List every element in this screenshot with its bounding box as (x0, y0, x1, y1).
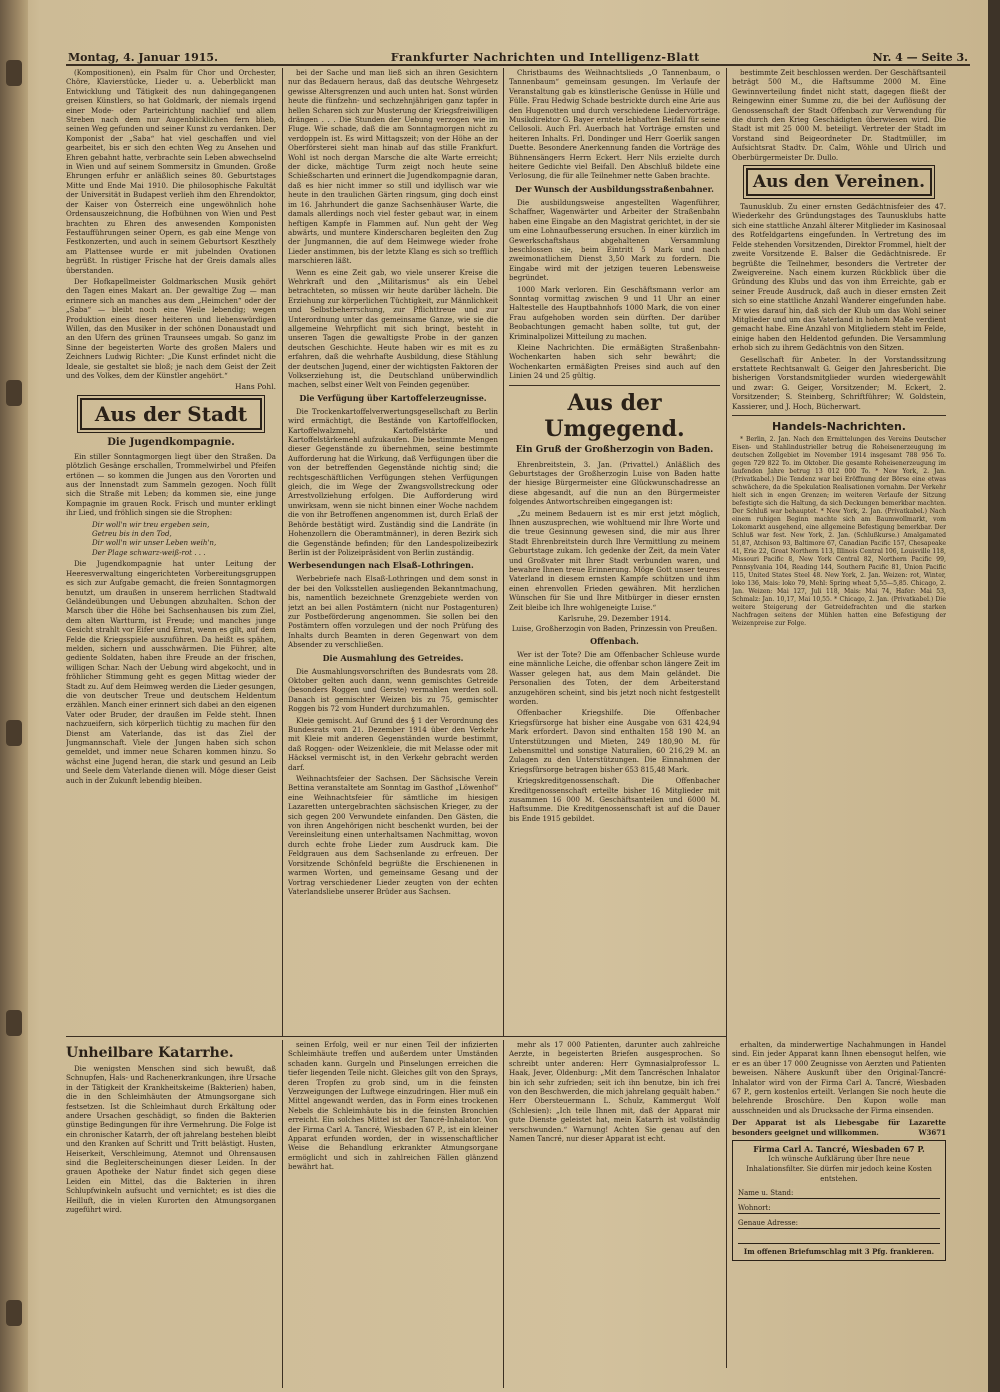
article-text: Die ausbildungsweise angestellten Wagenführer, Schaffner, Wagenwärter und Arbeiter der Straßenbahn haben eine Eingabe an den Magistrat gerichtet, in der sie um eine Lohnaufbesserung ersuchen. In einer kürzlich im Gewerkschaftshaus abgehaltenen Versammlung beschlossen sie, beim Eintritt 5 Mark und nach zweimonatlichem Dienst 3,50 Mark zu fordern. Die Eingabe wird mit der jetzigen teueren Lebensweise begründet. (509, 197, 720, 283)
column-rule (503, 1040, 504, 1388)
article-heading-grain: Die Ausmahlung des Getreides. (322, 652, 464, 663)
column-rule (503, 68, 504, 1036)
binding-hole (6, 1010, 22, 1036)
coupon-place-field[interactable] (738, 1199, 940, 1214)
section-heading-city: Aus der Stadt (80, 398, 262, 430)
article-text: bestimmte Zeit beschlossen werden. Der Geschäftsanteil beträgt 500 M., die Haftsumme 2000 M. Eine Gewinnverteilung findet nicht statt, dagegen fließt der Reingewinn einer Summe zu, die bei der Auflösung der Genossenschaft der Stadt Offenbach zur Verwendung für die durch den Krieg Geschädigten überwiesen wird. Die Stadt ist mit 25 000 M. beteiligt. Vertreter der Stadt im Vorstand sind Beigeordneter Dr. Stadtmüller, im Aufsichtsrat Stadtv. Dr. Calm, Wöhle und Ulrich und Oberbürgermeister Dr. Dullo. (732, 68, 946, 162)
goldmark-article-text: (Kompositionen), ein Psalm für Chor und Orchester, Chöre, Klavierstücke, Lieder u. a. Ueberblickt man Entwicklung und Tätigkeit des nun dahingegangenen greisen Künstlers, so hat Goldmark, der niemals irgend einer Mode- oder Parteirichtung nachlief und allem Streben nach dem nur Augenblicklichen fern blieb, seinen Weg gefunden und seiner Kunst zu verdanken. Der Komponist der „Saba“ hat viel geschaffen und viel gearbeitet, bis er sich den echten Weg zu Ansehen und Ehren gebahnt hatte, verbrachte sein Leben abwechselnd in Wien und auf seinem Sommersitz in Gmunden. Große Ehrungen erfuhr er anläßlich seines 80. Geburtstages Mitte und Ende Mai 1910. Die philosophische Fakultät der Universität in Budapest verlieh ihm den Ehrendoktor, der Kaiser von Österreich eine ungewöhnlich hohe Ordensauszeichnung, die Hofbühnen von Wien und Pest brachten zu Ehren des anwesenden Komponisten Festaufführungen seiner Opern, es gab eine Menge von Festkonzerten, und auch in seinem Geburtsort Keszthely am Plattensee wurde er mit jubelnden Ovationen begrüßt. In rüstiger Frische hat der Greis damals alles überstanden. (66, 68, 276, 275)
column-rule (282, 1040, 283, 1388)
coupon-text: Ich wünsche Aufklärung über Ihre neue Inhalationsfilter. Sie dürfen mir jedoch keine Kosten entstehen. (746, 1155, 932, 1184)
column-2 (288, 68, 498, 1034)
article-heading-tram: Der Wunsch der Ausbildungsstraßenbahner. (515, 183, 714, 194)
article-text: Christbaums des Weihnachtslieds „O Tannenbaum, o Tannenbaum“ gemeinsam gesungen. Im Verlaufe der Veranstaltung gab es künstlerische Genüsse in Hülle und Fülle. Frau Hedwig Schade bestrickte durch eine Arie aus den Hugenotten und durch verschiedene Liedervorträge. Musikdirektor G. Bayer erntete lebhaften Beifall für seine Cellosoli. Auch Frl. Auerbach hat Vorträge ernsten und heiteren Inhalts. Frl. Dondinger und Herr Goerlik sangen Duette. Besondere Anerkennung fanden die Vorträge des Bühnensängers Herrn Eckert. Herr Nils erzielte durch heitere Gedichte viel Beifall. Den Abschluß bildete eine Verlosung, die für alle Teilnehmer nette Gaben brachte. (509, 68, 720, 181)
article-heading-youth-company: Die Jugendkompagnie. (107, 436, 235, 448)
coupon-address-label: Genaue Adresse: (738, 1218, 801, 1228)
section-heading-region: Aus der Umgegend. (544, 389, 685, 442)
article-text: Kleine Nachrichten. Die ermäßigten Straßenbahn-Wochenkarten haben sich sehr bewährt; die Wochenkarten ermäßigten Preises sind auch auf den Linien 24 und 25 gültig. (509, 342, 720, 381)
trade-text: * Berlin, 2. Jan. Nach den Ermittelungen des Vereins Deutscher Eisen- und Stahlindustrieller betrug die Roheisenerzeugung im deutschen Zollgebiet im November 1914 insgesamt 788 956 To. gegen 729 822 To. im Oktober. Die gesamte Roheisenerzeugung im laufenden Jahre betrug 13 012 000 To. * New York, 2. Jan. (Privatkabel.) Die Tendenz war bei Eröffnung der Börse eine etwas schwächere, da die Spekulation Realisationen vornahm. Der Verkehr hielt sich in engen Grenzen; im weiteren Verlaufe der Sitzung befestigte sich die Haltung, da sich Deckungen bemerkbar machten. Der Schluß war behauptet. * New York, 2. Jan. (Privatkabel.) Nach einem ruhigen Beginn machte sich am Baumwollmarkt, vom Lokomarkt ausgehend, eine allgemeine Befestigung bemerkbar. Der Schluß war fest. New York, 2. Jan. (Schlußkurse.) Amalgamated 51,87, Atchison 93, Baltimore 67, Canadian Pacific 157, Chesapeake 41, Erie 22, Great Northern 113, Illinois Central 106, Louisville 118, Missouri Pacific 8, New York Central 82, Northern Pacific 99, Pennsylvania 104, Reading 144, Southern Pacific 81, Union Pacific 115, United States Steel 48. New York, 2. Jan. Weizen: rot, Winter, loko 136, Mais: loko 79, Mehl: Spring wheat 5,55—5,85. Chicago, 2. Jan. Weizen: Mai 127, Juli 118, Mais: Mai 74, Hafer: Mai 53, Schmalz: Jan. 10,17, Mai 10,55. * Chicago, 2. Jan. (Privatkabel.) Die weitere Steigerung der Getreidefrachten und die starken Nachfragen seitens der Mühlen hatten eine Befestigung der Weizenpreise zur Folge. (732, 436, 946, 627)
coupon-name-field[interactable] (738, 1184, 940, 1199)
article-heading-potato: Die Verfügung über Kartoffelerzeugnisse. (299, 392, 487, 403)
coupon-extra-line[interactable] (738, 1229, 940, 1244)
article-text: bei der Sache und man ließ sich an ihren Gesichtern nur das Bedauern heraus, daß das deutsche Wehrgesetz gewisse Altersgrenzen und auch unten hat. Sonst würden heute die fünfzehn- und sechzehnjährigen ganz tapfer in hellen Scharen sich zur Musterung der Kriegsfreiwilligen drängen . . . Die Stunden der Uebung verzogen wie im Fluge. Wie schade, daß die am Sonntagmorgen nicht zu verdoppeln ist. Es wird Mittagszeit; von der Höhe an der Oberförsterei sieht man hinab auf das stille Frankfurt. Wohl ist noch dergan Marsche die alte Warte erreicht; der dicke, mächtige Turm zeigt noch heute seine Schießscharten und erinnert die Jugendkompagnie daran, daß es hier nicht immer so still und idyllisch war wie heute in den traulichen Gärten ringsum, ging doch einst im 16. Jahrhundert die ganze Sachsenhäuser Warte, die damals allerdings noch viel fester gebaut war, in einem heftigen Kampfe in Flammen auf. Nun geht der Weg abwärts, und muntere Kinderscharen begleiten den Zug der Jungmannen, die auf dem Heimwege wieder frohe Lieder anstimmen, bis der letzte Klang es sich so trefflich marschieren läßt. (288, 68, 498, 266)
coupon-name-label: Name u. Stand: (738, 1188, 796, 1198)
article-text: Ehrenbreitstein, 3. Jan. (Privattel.) Anläßlich des Geburtstages der Großherzogin Luise von Baden hatte der hiesige Bürgermeister eine Glückwunschadresse an diese abgesandt, auf die nun an den Bürgermeister folgendes Antwortschreiben eingegangen ist: (509, 459, 720, 507)
article-text: Gesellschaft für Anbeter. In der Vorstandssitzung erstattete Rechtsanwalt G. Geiger den Jahresbericht. Die bisherigen Vorstandsmitglieder wurden wiedergewählt und zwar: G. Geiger, Vorsitzender; M. Eckert, 2. Vorsitzender; S. Steinberg, Schriftführer; W. Goldstein, Kassierer, und J. Hoch, Bücherwart. (732, 354, 946, 411)
letter-text: „Zu meinem Bedauern ist es mir erst jetzt möglich, Ihnen auszusprechen, wie wohltuend mir Ihre Worte und die treue Gesinnung gewesen sind, die mir aus Ihrer Stadt Ehrenbreitstein durch Ihre Vermittlung zu meinem Geburtstage zukam. Ich gedenke der Zeit, da mein Vater und Großvater mit Ihrer Stadt verbunden waren, und bewahre Ihnen treue Erinnerung. Möge Gott unser teures Vaterland in diesem ernsten Kampfe schützen und ihm einen ehrenvollen Frieden gewähren. Mit herzlichen Wünschen für Sie und Ihre Mitbürger in dieser ernsten Zeit bleibe ich Ihre wohlgeneigte Luise.“ (509, 508, 720, 612)
ad-note-code: W3671 (918, 1127, 946, 1137)
coupon (732, 1140, 946, 1261)
binding-strip (0, 0, 28, 1392)
masthead-rule (66, 64, 970, 66)
article-text: Offenbacher Kriegshilfe. Die Offenbacher Kriegsfürsorge hat bisher eine Ausgabe von 631 424,94 Mark erfordert. Davon sind enthalten 158 190 M. an Unterstützungen und Mieten, 249 180,90 M. für Lebensmittel und sonstige Naturalien, 60 216,29 M. an Zulagen zu den Unterstützungen. Die Einnahmen der Kriegsfürsorge betragen bisher 653 815,48 Mark. (509, 708, 720, 774)
article-text: Wer ist der Tote? Die am Offenbacher Schleuse wurde eine männliche Leiche, die offenbar schon längere Zeit im Wasser gelegen hat, aus dem Main geländet. Die Personalien des Toten, der dem Arbeiterstand anzugehören scheint, sind bis jetzt noch nicht festgestellt worden. (509, 649, 720, 706)
coupon-firm: Firma Carl A. Tancré, Wiesbaden 67 P. (753, 1144, 925, 1155)
goldmark-article-text: Der Hofkapellmeister Goldmarkschen Musik gehört den Tagen eines Makart an. Der gewaltige Zug — man erinnere sich an manches aus dem „Heimchen“ oder der „Saba“ — bleibt noch eine Weile lebendig; wegen Produktion eines dieser heiteren und liebenswürdigen Willen, das den Musiker in der schönen Donaustadt und an den Ufern des grünen Traunsees umgab. So ganz im Sinne der begeisterten Worte des großen Malers und Zeichners Ludwig Richter: „Die Kunst erfindet nicht die Ideale, sie gestaltet sie bloß; je nach dem Geist der Zeit und des Volkes, dem der Künstler angehört.“ (66, 276, 276, 380)
author-signature: Hans Pohl. (235, 382, 276, 392)
binding-hole (6, 380, 22, 406)
article-text: Taunusklub. Zu einer ernsten Gedächtnisfeier des 47. Wiederkehr des Gründungstages des Taunusklubs hatte sich eine stattliche Anzahl älterer Mitglieder im Kasinosaal des Rotfeldgartens eingefunden. In Vertretung des im Felde stehenden Vorsitzenden, Direktor Frommel, hielt der zweite Vorsitzende E. Balser die Gedächtnisrede. Er begrüßte die Teilnehmer, besonders die Vertreter der Zweigvereine. Nach einem kurzen Rückblick über die Gründung des Klubs und das von ihm Erreichte, gab er seiner Freude Ausdruck, daß auch in dieser ernsten Zeit sich so eine stattliche Anzahl Wanderer eingefunden habe. Er wies darauf hin, daß sich der Klub um das Wohl seiner Mitglieder und um das Vaterland in hohem Maße verdient gemacht habe. Eine Anzahl von Mitgliedern steht im Felde, einige haben den Heldentod gefunden. Die Versammlung erhob sich zu ihrem Gedächtnis von den Sitzen. (732, 202, 946, 353)
verse-line: Der Plage schwarz-weiß-rot . . . (92, 547, 206, 557)
column-rule (282, 68, 283, 1036)
verse-block (66, 520, 276, 558)
coupon-address-field[interactable] (738, 1214, 940, 1229)
verse-line: Dir woll'n wir treu ergeben sein, (92, 519, 210, 529)
ad-text: mehr als 17 000 Patienten, darunter auch zahlreiche Aerzte, in begeisterten Briefen ausgesprochen. So schreibt unter anderen: Herr Gymnasialprofessor L. Haak, Jever, Oldenburg: „Mit dem Tancréschen Inhalator bin ich sehr zufrieden; seit ich ihn benutze, bin ich frei von den Beschwerden, die mich jahrelang gequält haben.“ Herr Obersteuermann L. Schulz, Kammergut Wolf (Schlesien): „Ich teile Ihnen mit, daß der Apparat mir gute Dienste geleistet hat, mein Katarrh ist vollständig verschwunden.“ Warnung! Achten Sie genau auf den Namen Tancré, nur dieser Apparat ist echt. (509, 1040, 720, 1144)
ad-note (732, 1118, 946, 1137)
article-text: Kriegskreditgenossenschaft. Die Offenbacher Kreditgenossenschaft erteilte bisher 16 Mitglieder mit zusammen 16 000 M. Geschäftsanteilen und 6000 M. Haftsumme. Die Kreditgenossenschaft ist auf die Dauer bis Ende 1915 gebildet. (509, 776, 720, 823)
section-rule (509, 385, 720, 386)
article-text: Wenn es eine Zeit gab, wo viele unserer Kreise die Wehrkraft und den „Militarismus“ als ein Uebel betrachteten, so müssen wir heute darüber lächeln. Die Erziehung zur körperlichen Tüchtigkeit, zur Männlichkeit und Selbstbeherrschung, zur Pflichttreue und zur Unterordnung unter das gemeinsame Ganze, wie sie die allgemeine Wehrpflicht mit sich bringt, besteht in unseren Tagen die gewaltigste Probe in der ganzen deutschen Geschichte. Heute haben wir es mit es zu erfahren, daß die wehrhafte Ausbildung, diese Stählung der deutschen Jugend, einer der wichtigsten Faktoren der Volkserziehung ist, die Deutschland unüberwindlich machen, selbst einer Welt von Feinden gegenüber. (288, 267, 498, 390)
section-heading-clubs: Aus den Vereinen. (746, 168, 932, 196)
masthead-date: Montag, 4. Januar 1915. (68, 51, 218, 64)
article-text: Weihnachtsfeier der Sachsen. Der Sächsische Verein Bettina veranstaltete am Sonntag im Gasthof „Löwenhof“ eine Weihnachtsfeier für sämtliche im hiesigen Lazaretten untergebrachten sächsischen Krieger, zu der sich gegen 200 Verwundete einfanden. Den Gästen, die von ihren Angehörigen nicht beschenkt wurden, bei der Vereinsleitung einen unterhaltsamen Nachmittag, wovon durch echte frohe Lieder zum Ausdruck kam. Die Feldgrauen aus dem Sachsenlande zu erfreuen. Der Vorsitzende Schönfeld begrüßte die Erschienenen in warmen Worten, und gemeinsame Gesang und der Vortrag verschiedener Lieder zeugten von der echten Vaterlandsliebe unserer Brüder aus Sachsen. (288, 774, 498, 896)
letter-signature: Luise, Großherzogin von Baden, Prinzessin von Preußen. (511, 623, 718, 633)
section-heading-trade: Handels-Nachrichten. (772, 420, 906, 433)
article-heading-offenbach: Offenbach. (590, 635, 639, 646)
coupon-footer: Im offenen Briefumschlag mit 3 Pfg. frankieren. (743, 1247, 935, 1257)
masthead-title: Frankfurter Nachrichten und Intelligenz-Blatt (390, 51, 700, 64)
binding-hole (6, 1300, 22, 1326)
bottom-column-4 (732, 1040, 946, 1386)
column-rule (726, 68, 727, 1368)
article-text: Kleie gemischt. Auf Grund des § 1 der Verordnung des Bundesrats vom 21. Dezember 1914 über den Verkehr mit Kleie mit anderen Gegenständen wurde bestimmt, daß Roggen- oder Weizenkleie, die mit Melasse oder mit Häcksel vermischt ist, in den Verkehr gebracht werden darf. (288, 715, 498, 772)
verse-line: Dir woll'n wir unser Leben weih'n, (92, 538, 217, 548)
article-heading-alsace: Werbesendungen nach Elsaß-Lothringen. (288, 560, 474, 571)
ad-heading-catarrh: Unheilbare Katarrhe. (66, 1045, 234, 1061)
article-text: Ein stiller Sonntagmorgen liegt über den Straßen. Da plötzlich Gesänge erschallen, Trommelwirbel und Pfeifen ertönen — so kommen die Jungen aus den Vororten und aus der Innenstadt zum Sammeln gezogen. Noch füllt sich die Straße mit Leben; da kommen sie, eine junge Kompagnie im grauen Rock. Frisch und munter erklingt ihr Lied, und fröhlich singen sie die Strophen: (66, 451, 276, 518)
section-rule (66, 1036, 726, 1037)
article-heading-greeting: Ein Gruß der Großherzogin von Baden. (515, 444, 714, 455)
binding-hole (6, 720, 22, 746)
article-text: Die Jugendkompagnie hat unter Leitung der Heeresverwaltung eingerichteten Vorbereitungsgruppen es sich zur Aufgabe gemacht, die freien Sonntagmorgen benutzt, um draußen in unserem herrlichen Stadtwald Geländeübungen und Uebungen abzuhalten. Schon der Marsch über die Höhe bei Sachsenhausen bis zum Ziel, dem alten Wartturm, ist Freude; und manches junge Gesicht strahlt vor Eifer und Ernst, wenn es gilt, auf dem Felde die Kriegsspiele auszuführen. Da heißt es spähen, melden, sichern und ausschwärmen. Die Führer, alte gediente Soldaten, haben ihre Freude an der frischen, willigen Schar. Nach der Uebung wird abgekocht, und in fröhlicher Stimmung geht es gegen Mittag wieder der Stadt zu. Auf dem Heimweg werden die Lieder gesungen, die von deutscher Treue und deutschem Heldentum erzählen. Manch einer erinnert sich dabei an den eigenen Vater oder Bruder, der draußen im Felde steht. Ihnen nachzueifern, sich körperlich tüchtig zu machen für den Dienst am Vaterlande, das ist das Ziel der Jungmannschaft. Viele der Jungen haben sich schon gemeldet, und immer neue Scharen kommen hinzu. So wächst eine Jugend heran, die stark und gesund an Leib und Seele dem Vaterlande dienen will. Möge dieser Geist auch in der Zukunft lebendig bleiben. (66, 559, 276, 785)
verse-line: Getreu bis in den Tod, (92, 529, 172, 539)
article-text: Die Ausmahlungsvorschriften des Bundesrats vom 28. Oktober gelten auch dann, wenn gemischtes Getreide (besonders Roggen und Gerste) vermahlen werden soll. Danach ist gemischter Weizen bis zu 75, gemischter Roggen bis 72 vom Hundert durchzumahlen. (288, 666, 498, 714)
binding-hole (6, 60, 22, 86)
column-1 (66, 68, 276, 1034)
ad-note-text: Der Apparat ist als Liebesgabe für Lazarette besonders geeignet und willkommen. (732, 1118, 946, 1137)
letter-date: Karlsruhe, 29. Dezember 1914. (558, 614, 671, 624)
article-text: Die Trockenkartoffelverwertungsgesellschaft zu Berlin wird ermächtigt, die Bestände von Kartoffelflocken, Kartoffelwalzmehl, Kartoffelstärke und Kartoffelstärkemehl aufzukaufen. Die bestimmte Mengen dieser Gegenstände zu übernehmen, seine bestimmte Aufforderung hat die Wirkung, daß Verfügungen über die von der betreffenden Gegenstände nichtig sind; die rechtsgeschäftlichen Verfügungen stehen Verfügungen gleich, die im Wege der Zwangsvollstreckung oder Arrestvollziehung erfolgen. Die Aufforderung wird unwirksam, wenn sie nicht binnen einer Woche nachdem die von ihr Betroffenen angenommen ist, durch Erlaß der Behörde bestätigt wird. Zuständig sind die Landräte (in Hohenzollern die Oberamtmänner), in deren Bezirk sich die Gegenstände befinden; für den Landespolizeibezirk Berlin ist der Polizeipräsident von Berlin zuständig. (288, 406, 498, 557)
masthead-page: Nr. 4 — Seite 3. (872, 51, 968, 64)
ad-text: seinen Erfolg, weil er nur einen Teil der infizierten Schleimhäute treffen und außerdem unter Umständen schaden kann. Gurgeln und Pinselungen erreichen die tiefer liegenden Teile nicht. Gleiches gilt von den Sprays, deren Tropfen zu grob sind, um in die feinsten Verzweigungen der Luftwege einzudringen. Hier muß ein Mittel angewandt werden, das in Form eines trockenen Nebels die Schleimhäute bis in die feinsten Bronchien erreicht. Ein solches Mittel ist der Tancré-Inhalator. Von der Firma Carl A. Tancré, Wiesbaden 67 P., ist ein kleiner Apparat erfunden worden, der in wissenschaftlicher Weise die Behandlung erkrankter Atmungsorgane ermöglicht und sich in zahlreichen Fällen glänzend bewährt hat. (288, 1040, 498, 1172)
column-3 (509, 68, 720, 1034)
masthead (68, 40, 968, 64)
article-text: Werbebriefe nach Elsaß-Lothringen und dem sonst in der bei den Volksstellen ausliegenden Bekanntmachung, bis, namentlich bezeichnete Grenzgebiete werden von jetzt an bei allen Postämtern (nicht nur Postagenturen) zur Postbeförderung angenommen. Sie sollen bei den Postämtern offen vorzulegen und der noch Prüfung des Inhalts durch Beamten in deren Gegenwart von dem Absender zu verschließen. (288, 574, 498, 650)
bottom-column-3 (509, 1040, 720, 1386)
ad-text: Die wenigsten Menschen sind sich bewußt, daß Schnupfen, Hals- und Rachenerkrankungen, ihre Ursache in der Tätigkeit der Krankheitskeime (Bakterien) haben, die in den Schleimhäuten der Atmungsorgane sich festsetzen. Ist die Schleimhaut durch Erkältung oder andere Ursachen geschädigt, so finden die Bakterien günstige Bedingungen für ihre Vermehrung. Die Folge ist ein chronischer Katarrh, der oft jahrelang bestehen bleibt und den Kranken auf Schritt und Tritt belästigt. Husten, Heiserkeit, Verschleimung, Atemnot und Ohrensausen sind die Begleiterscheinungen dieser Leiden. In der grauen Apotheke der Natur findet sich gegen diese Leiden ein Mittel, das die Bakterien in ihren Schlupfwinkeln aufsucht und vernichtet; es ist dies die Heilluft, die in vielen Kurorten den Atmungsorganen zugeführt wird. (66, 1064, 276, 1215)
coupon-place-label: Wohnort: (738, 1203, 774, 1213)
article-text: 1000 Mark verloren. Ein Geschäftsmann verlor am Sonntag vormittag zwischen 9 und 11 Uhr an einer Haltestelle des Hauptbahnhofs 1000 Mark, die von einer Frau aufgehoben worden sein dürften. Der darüber Beobachtungen gemacht haben sollte, tut gut, der Kriminalpolizei Mitteilung zu machen. (509, 284, 720, 341)
section-rule (732, 415, 946, 416)
ad-text: erhalten, da minderwertige Nachahmungen in Handel sind. Ein jeder Apparat kann Ihnen ebensogut helfen, wie er es an über 17 000 Zeugnisse von Aerzten und Patienten beweisen. Nähere Auskunft über den Original-Tancré-Inhalator wird von der Firma Carl A. Tancré, Wiesbaden 67 P., gern kostenlos erteilt. Verlangen Sie noch heute die belehrende Broschüre. Den Kupon wolle man ausschneiden und als Drucksache der Firma einsenden. (732, 1040, 946, 1115)
bottom-column-1 (66, 1040, 276, 1386)
bottom-column-2 (288, 1040, 498, 1386)
